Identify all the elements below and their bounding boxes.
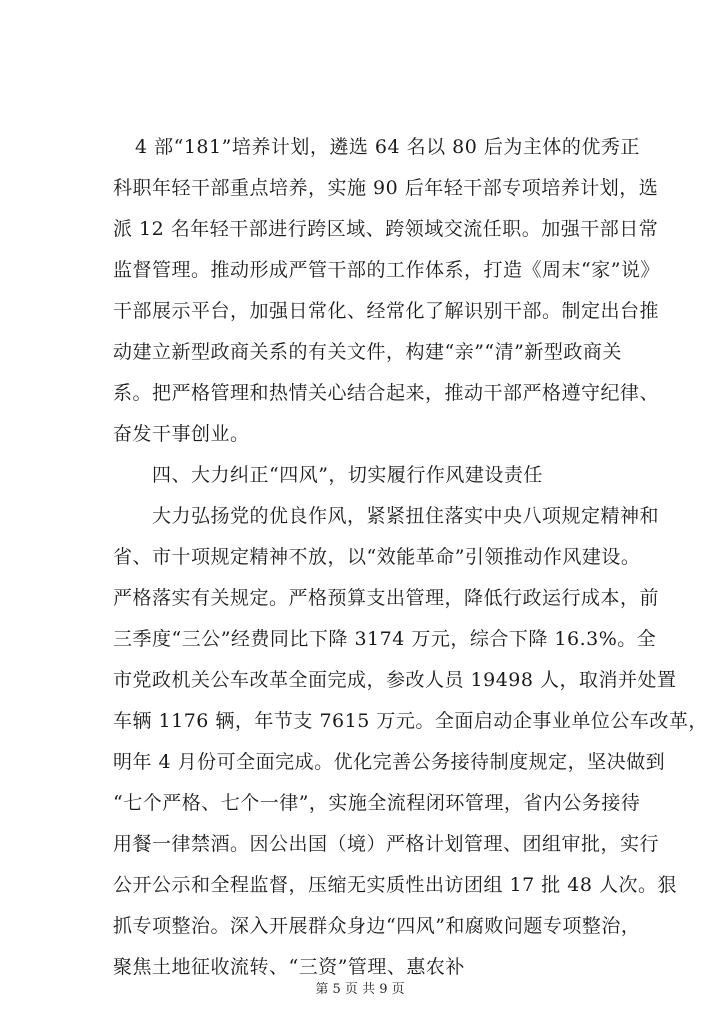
text-line: 严格落实有关规定。严格预算支出管理，降低行政运行成本，前: [113, 587, 660, 609]
text-line: 监督管理。推动形成严管干部的工作体系，打造《周末“家”说》: [113, 259, 660, 281]
text-line: 科职年轻干部重点培养，实施 90 后年轻干部专项培养计划，选: [113, 177, 659, 199]
text-line: 派 12 名年轻干部进行跨区域、跨领域交流任职。加强干部日常: [113, 218, 659, 240]
text-line: 用餐一律禁酒。因公出国（境）严格计划管理、团组审批，实行: [113, 833, 660, 855]
text-line: 车辆 1176 辆，年节支 7615 万元。全面启动企事业单位公车改革，: [113, 710, 708, 732]
page-number: 第 5 页 共 9 页: [315, 982, 405, 997]
text-line: 市党政机关公车改革全面完成，参改人员 19498 人，取消并处置: [113, 669, 677, 691]
section-heading: 四、大力纠正“四风”，切实履行作风建设责任: [152, 464, 543, 486]
text-line: 大力弘扬党的优良作风，紧紧扭住落实中央八项规定精神和: [152, 505, 660, 527]
text-line: 公开公示和全程监督，压缩无实质性出访团组 17 批 48 人次。狠: [113, 874, 678, 896]
text-line: 奋发干事创业。: [113, 423, 250, 445]
text-line: 三季度“三公”经费同比下降 3174 万元，综合下降 16.3%。全: [113, 628, 657, 650]
text-line: “七个严格、七个一律”，实施全流程闭环管理，省内公务接待: [113, 792, 641, 814]
text-line: 干部展示平台，加强日常化、经常化了解识别干部。制定出台推: [113, 300, 660, 322]
text-line: 明年 4 月份可全面完成。优化完善公务接待制度规定，坚决做到: [113, 751, 666, 773]
text-line: 动建立新型政商关系的有关文件，构建“亲”“清”新型政商关: [113, 341, 622, 363]
text-line: 省、市十项规定精神不放，以“效能革命”引领推动作风建设。: [113, 546, 641, 568]
text-line: 4 部“181”培养计划，遴选 64 名以 80 后为主体的优秀正: [135, 136, 640, 158]
text-line: 系。把严格管理和热情关心结合起来，推动干部严格遵守纪律、: [113, 382, 660, 404]
text-line: 抓专项整治。深入开展群众身边“四风”和腐败问题专项整治，: [113, 915, 641, 937]
text-line: 聚焦土地征收流转、“三资”管理、惠农补: [113, 956, 465, 978]
